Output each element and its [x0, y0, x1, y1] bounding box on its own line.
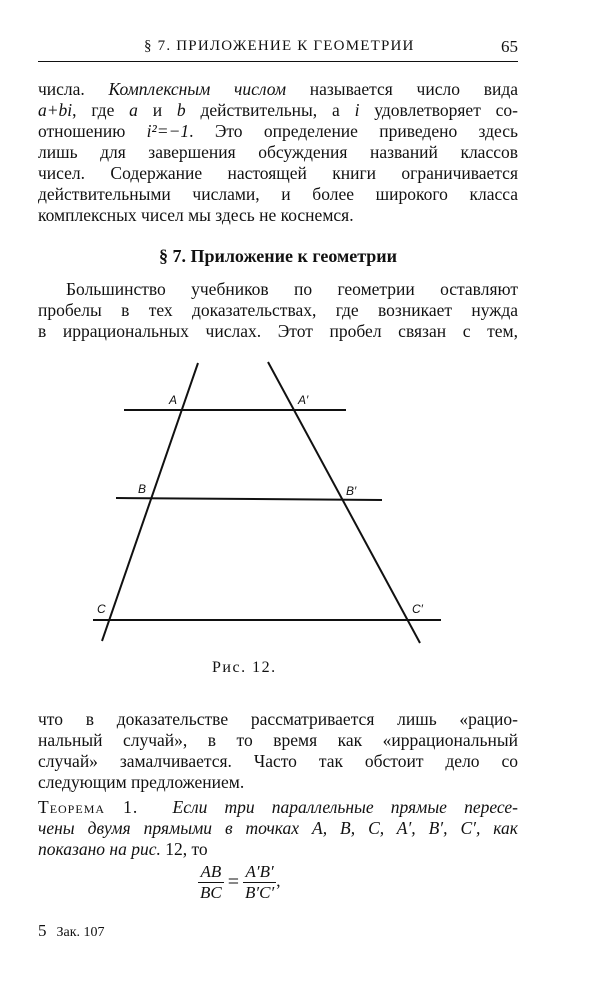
text-line: пробелы в тех доказательствах, где возникает нужда — [38, 300, 518, 320]
point-label-a-prime: A′ — [298, 393, 309, 407]
transversal-right — [268, 362, 420, 643]
point-label-c: C — [97, 602, 106, 616]
equals-sign: = — [227, 871, 240, 893]
text-line: следующим предложением. — [38, 772, 245, 792]
text-line: показано на рис. 12, то — [38, 839, 208, 859]
geometry-figure — [0, 355, 598, 655]
text-line: чены двумя прямыми в точках A, B, C, A′, B′, C′, как — [38, 818, 518, 838]
fraction-left-numerator: AB — [198, 862, 224, 883]
text-line: случай» замалчивается. Часто так обстоит дело со — [38, 751, 518, 771]
point-label-a: A — [169, 393, 178, 407]
text-line: комплексных чисел мы здесь не коснемся. — [38, 205, 354, 225]
signature-mark: 5 — [38, 921, 47, 940]
section-heading: § 7. Приложение к геометрии — [158, 246, 398, 266]
page-number: 65 — [501, 37, 518, 56]
fraction-right-numerator: A′B′ — [243, 862, 276, 883]
text-line: действительными числами, и более широкого класса — [38, 184, 518, 204]
fraction-left — [198, 862, 224, 903]
page-header — [38, 38, 518, 60]
theorem-1 — [38, 797, 518, 860]
proportion-formula — [198, 862, 280, 910]
text-line: отношению i²=−1. Это определение приведено здесь — [38, 121, 518, 141]
text-line: a+bi, где a и b действительны, а i удовлетворяет со- — [38, 100, 518, 120]
point-label-b: B — [138, 482, 147, 496]
intro-paragraph — [38, 79, 518, 226]
text-line: в иррациональных числах. Этот пробел связан с тем, — [38, 321, 518, 341]
transversal-left — [102, 363, 198, 641]
order-number: Зак. 107 — [56, 925, 105, 940]
point-label-b-prime: B′ — [346, 484, 357, 498]
fraction-right — [243, 862, 276, 903]
paragraph-2 — [38, 279, 518, 342]
text-line: лишь для завершения обсуждения названий классов — [38, 142, 518, 162]
formula-comma: , — [276, 871, 281, 891]
fraction-right-denominator: B′C′ — [245, 883, 275, 902]
point-label-c-prime: C′ — [412, 602, 423, 616]
paragraph-3 — [38, 709, 518, 793]
figure-caption: Рис. 12. — [212, 659, 277, 676]
text-line: Теорема 1. Если три параллельные прямые пересе- — [38, 797, 518, 817]
text-line: что в доказательстве рассматривается лишь «рацио- — [38, 709, 518, 729]
running-title: § 7. ПРИЛОЖЕНИЕ К ГЕОМЕТРИИ — [144, 38, 415, 54]
printer-footer — [38, 921, 105, 941]
fraction-left-denominator: BC — [200, 883, 222, 902]
header-rule — [38, 61, 518, 62]
text-line: числа. Комплексным числом называется число вида — [38, 79, 518, 99]
text-line: чисел. Содержание настоящей книги ограничивается — [38, 163, 518, 183]
theorem-label: Теорема 1. — [38, 797, 139, 817]
text-line: Большинство учебников по геометрии оставляют — [66, 279, 518, 299]
text-line: нальный случай», в то время как «иррациональный — [38, 730, 518, 750]
